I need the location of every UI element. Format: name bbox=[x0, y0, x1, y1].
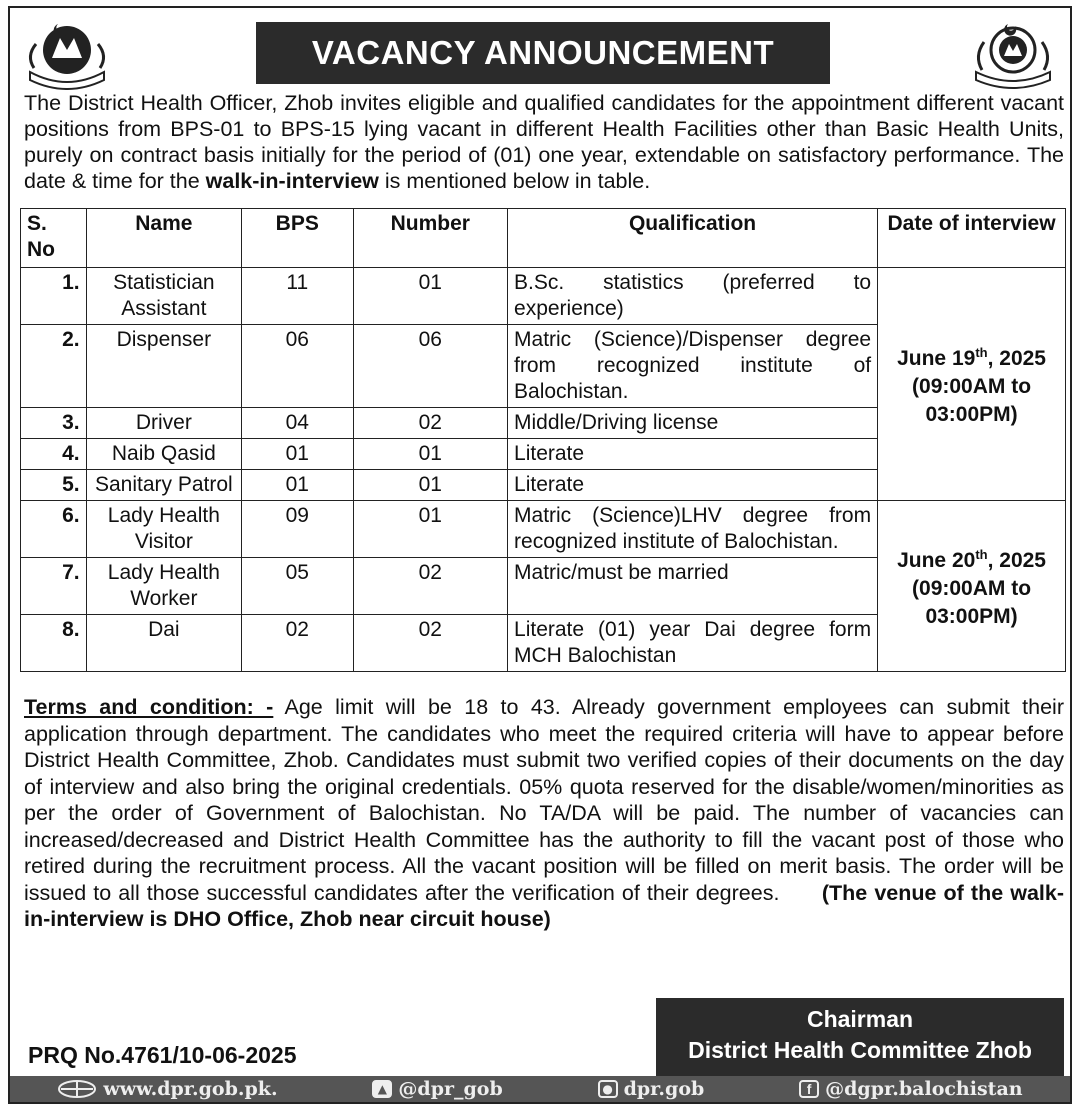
header-date: Date of interview bbox=[878, 209, 1066, 268]
facebook-icon: f bbox=[799, 1080, 819, 1098]
table-row: 1. Statistician Assistant 11 01 B.Sc. statistics (preferred to experience) June 19th, 2025 (09:00AM to 03:00PM) bbox=[21, 268, 1066, 325]
terms-paragraph bbox=[24, 694, 1064, 933]
instagram-icon: ● bbox=[598, 1080, 618, 1098]
signature-block bbox=[656, 998, 1064, 1078]
header-sno: S. No bbox=[21, 209, 87, 268]
footer-instagram[interactable]: ● dpr.gob bbox=[598, 1078, 705, 1100]
twitter-icon: ▲ bbox=[372, 1080, 392, 1098]
table-row: 5. Sanitary Patrol 01 01 Literate bbox=[21, 470, 1066, 501]
footer-bar bbox=[10, 1076, 1070, 1102]
balochistan-emblem-left-icon bbox=[22, 18, 112, 90]
header-bps: BPS bbox=[242, 209, 353, 268]
table-row: 7. Lady Health Worker 05 02 Matric/must be married bbox=[21, 558, 1066, 615]
table-header-row bbox=[21, 209, 1066, 268]
footer-twitter[interactable]: ▲ @dpr_gob bbox=[372, 1078, 502, 1100]
header-name: Name bbox=[86, 209, 241, 268]
globe-icon bbox=[57, 1080, 97, 1098]
interview-date-2: June 20th, 2025 (09:00AM to 03:00PM) bbox=[878, 501, 1066, 672]
advertisement-page bbox=[8, 6, 1072, 1104]
table-row: 8. Dai 02 02 Literate (01) year Dai degree form MCH Balochistan bbox=[21, 615, 1066, 672]
footer-facebook[interactable]: f @dgpr.balochistan bbox=[799, 1078, 1022, 1100]
table-row: 3. Driver 04 02 Middle/Driving license bbox=[21, 408, 1066, 439]
page-title: VACANCY ANNOUNCEMENT bbox=[256, 22, 830, 84]
venue-note: (The venue of the walk-in-interview is DHO Office, Zhob near circuit house) bbox=[24, 880, 1064, 931]
table-row: 6. Lady Health Visitor 09 01 Matric (Science)LHV degree from recognized institute of Balochistan. June 20th, 2025 (09:00AM to 03:00PM) bbox=[21, 501, 1066, 558]
footer-website[interactable]: www.dpr.gob.pk. bbox=[57, 1078, 277, 1100]
table-row: 2. Dispenser 06 06 Matric (Science)/Dispenser degree from recognized institute of Balochistan. bbox=[21, 325, 1066, 408]
balochistan-emblem-right-icon bbox=[968, 18, 1058, 90]
terms-body: Age limit will be 18 to 43. Already government employees can submit their application through department. The candidates who meet the required criteria will have to appear before District Health Committee, Zhob. Candidates must submit two verified copies of their documents on the day of interview and also bring the original credentials. 05% quota reserved for the disable/women/minorities as per the order of Government of Balochistan. No TA/DA will be paid. The number of vacancies can increased/decreased and District Health Committee has the authority to fill the vacant post of those who retired during the recruitment process. All the vacant position will be filled on merit basis. The order will be issued to all those successful candidates after the verification of their degrees. bbox=[24, 695, 1064, 905]
prq-number: PRQ No.4761/10-06-2025 bbox=[28, 1042, 297, 1068]
table-row: 4. Naib Qasid 01 01 Literate bbox=[21, 439, 1066, 470]
signature-title: Chairman bbox=[806, 1006, 914, 1032]
header-number: Number bbox=[353, 209, 508, 268]
vacancy-table bbox=[20, 208, 1066, 672]
interview-date-1: June 19th, 2025 (09:00AM to 03:00PM) bbox=[878, 268, 1066, 501]
terms-heading: Terms and condition: - bbox=[24, 695, 274, 719]
signature-committee: District Health Committee Zhob bbox=[688, 1037, 1032, 1063]
header-qualification: Qualification bbox=[508, 209, 878, 268]
intro-paragraph: The District Health Officer, Zhob invites eligible and qualified candidates for the appointment different vacant positions from BPS-01 to BPS-15 lying vacant in different Health Facilities other than Basic Health Units, purely on contract basis initially for the period of (01) one year, extendable on satisfactory performance. The date & time for the walk-in-interview is mentioned below in table. bbox=[24, 91, 1064, 193]
